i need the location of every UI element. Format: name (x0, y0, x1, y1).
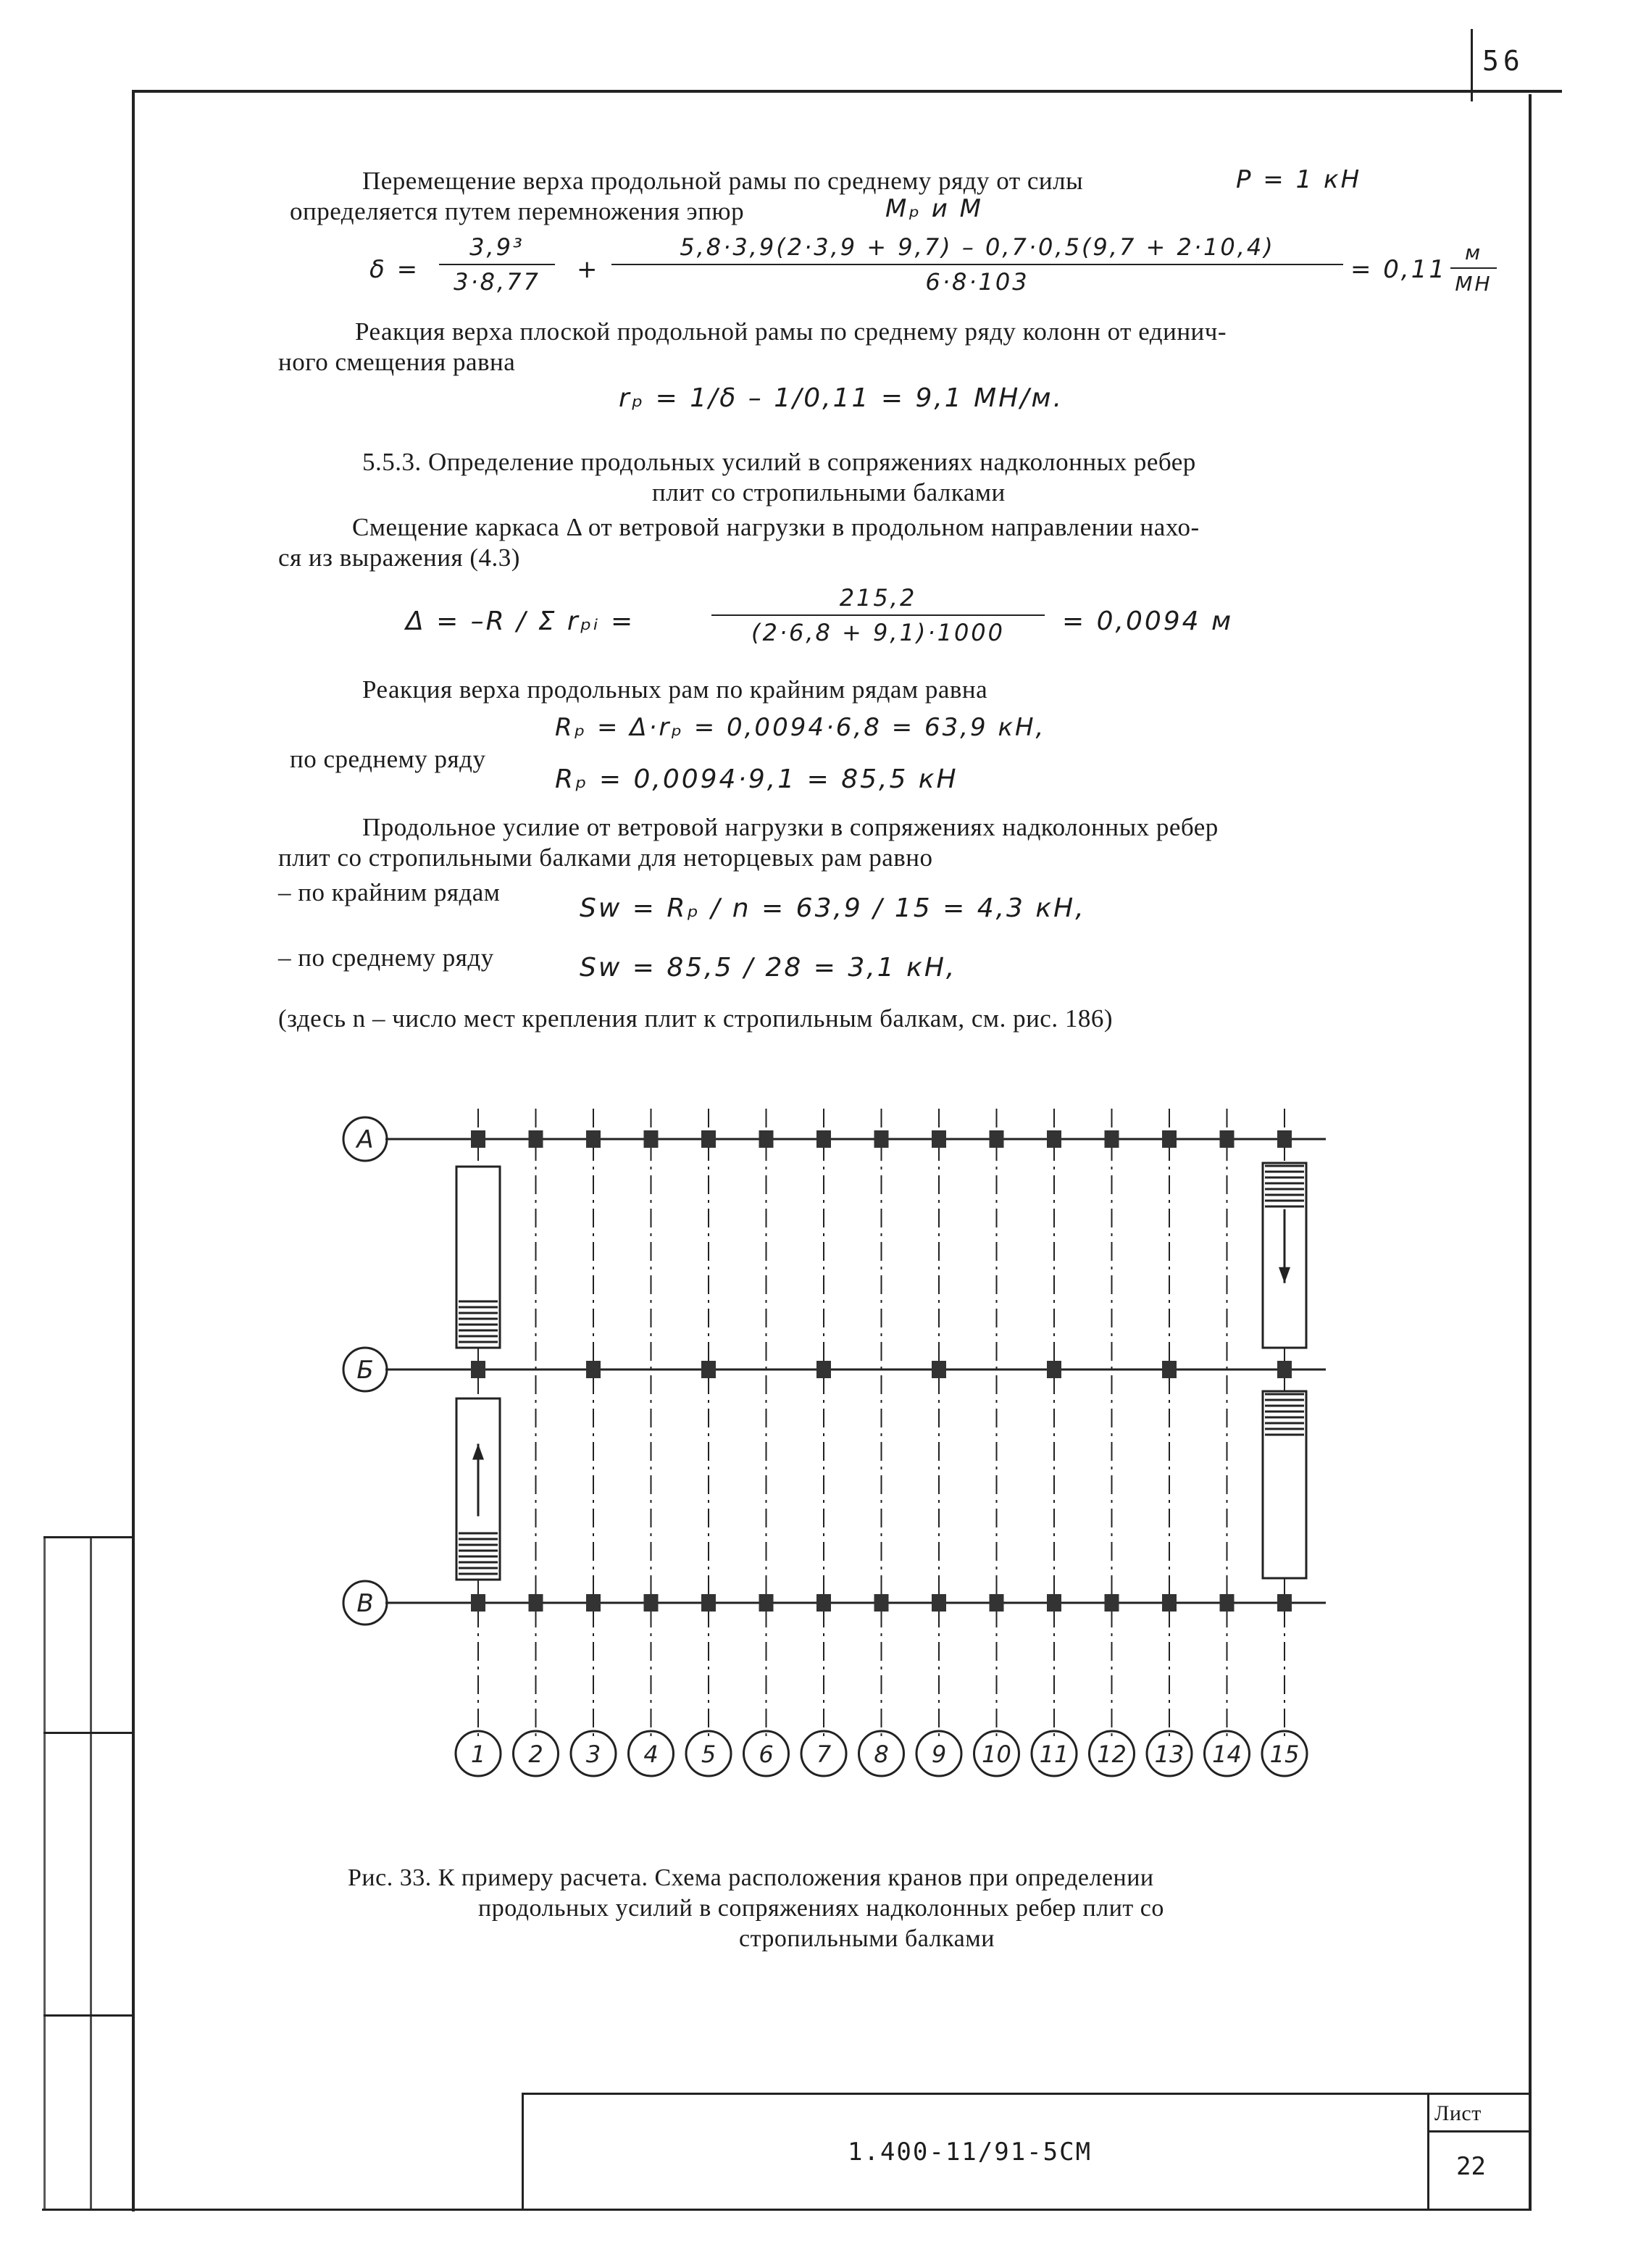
formula1-frac1-den: 3·8,77 (454, 268, 540, 296)
title-block-sheet-divider (1427, 2093, 1429, 2210)
margin-box-h1 (43, 1536, 133, 1538)
formula3-num: 215,2 (839, 584, 917, 612)
p5-line2: плит со стропильными балками для неторцевых рам равно (278, 843, 933, 872)
p1-force: P = 1 кН (1236, 165, 1362, 194)
formula4a: Rₚ = Δ·rₚ = 0,0094·6,8 = 63,9 кН, (555, 713, 1046, 742)
formula1-frac2-num: 5,8·3,9(2·3,9 + 9,7) – 0,7·0,5(9,7 + 2·10,4) (680, 233, 1275, 261)
column-mark (644, 1130, 659, 1148)
column-mark (471, 1361, 485, 1378)
formula1-frac2 (611, 233, 1343, 296)
column-mark (701, 1130, 716, 1148)
page-number: 56 (1482, 45, 1524, 77)
formula1-frac2-bar (611, 264, 1343, 265)
crane-body (456, 1167, 500, 1348)
formula1-result: = 0,11 (1350, 255, 1447, 284)
sheet-number: 22 (1456, 2152, 1486, 2181)
p3-line2: ся из выражения (4.3) (278, 543, 520, 572)
column-label: 13 (1154, 1740, 1185, 1768)
column-mark (1162, 1594, 1177, 1612)
column-label: 10 (982, 1740, 1011, 1768)
p4-line1: Реакция верха продольных рам по крайним рядам равна (362, 675, 988, 704)
row-label: А (356, 1125, 374, 1154)
column-mark (1047, 1361, 1061, 1378)
frame-right (1529, 94, 1532, 2210)
p1-epures: Mₚ и M (885, 194, 983, 223)
column-mark (1105, 1594, 1119, 1612)
section-heading-line1: 5.5.3. Определение продольных усилий в сопряжениях надколонных ребер (362, 448, 1196, 476)
margin-box-inner (90, 1536, 92, 2210)
p5-edge: – по крайним рядам (278, 878, 501, 906)
column-mark (1220, 1594, 1235, 1612)
formula1-frac2-den: 6·8·103 (925, 268, 1029, 296)
formula1-unit-bar (1450, 267, 1497, 269)
formula1-unit-num: м (1464, 241, 1483, 264)
column-mark (701, 1361, 716, 1378)
formula1-plus: + (577, 255, 600, 284)
column-label: 11 (1039, 1740, 1069, 1768)
column-mark (1162, 1130, 1177, 1148)
column-mark (1047, 1594, 1061, 1612)
formula3-frac (711, 584, 1045, 646)
column-label: 3 (585, 1740, 601, 1768)
row-label: Б (356, 1356, 374, 1385)
document-code: 1.400-11/91-5СМ (848, 2138, 1093, 2167)
row-label: В (356, 1589, 374, 1618)
p1-line1: Перемещение верха продольной рамы по среднему ряду от силы (362, 167, 1084, 195)
crane-body (1263, 1391, 1306, 1578)
p4-mid: по среднему ряду (290, 745, 486, 773)
column-mark (932, 1594, 946, 1612)
column-label: 14 (1212, 1740, 1242, 1768)
formula3-bar (711, 614, 1045, 616)
column-mark (932, 1130, 946, 1148)
title-block-left (522, 2093, 524, 2210)
column-label: 8 (874, 1740, 889, 1768)
column-mark (816, 1361, 831, 1378)
frame-left (132, 90, 135, 2211)
column-mark (529, 1130, 543, 1148)
column-mark (990, 1594, 1004, 1612)
figure-caption-line2: продольных усилий в сопряжениях надколонных ребер плит со (478, 1895, 1164, 1922)
formula3-result: = 0,0094 м (1062, 606, 1234, 636)
crane-layout-diagram (341, 1087, 1369, 1812)
frame-top (132, 90, 1562, 93)
column-label: 7 (816, 1740, 832, 1768)
title-block-sheet-h (1427, 2130, 1530, 2132)
column-mark (874, 1130, 889, 1148)
column-label: 2 (528, 1740, 543, 1768)
figure-caption-line3: стропильными балками (739, 1925, 995, 1952)
p2-line1: Реакция верха плоской продольной рамы по среднему ряду колонн от единич- (355, 317, 1227, 346)
column-mark (1105, 1130, 1119, 1148)
formula3-left: Δ = –R / Σ rₚᵢ = (406, 606, 635, 636)
column-label: 1 (470, 1740, 486, 1768)
column-mark (1277, 1594, 1292, 1612)
column-mark (1277, 1361, 1292, 1378)
formula1-unit-den: МН (1455, 272, 1492, 296)
p3-line1: Смещение каркаса Δ от ветровой нагрузки в продольном направлении нахо- (352, 513, 1200, 541)
column-mark (586, 1361, 601, 1378)
column-label: 6 (759, 1740, 774, 1768)
margin-box-h2 (43, 1732, 133, 1734)
column-mark (816, 1594, 831, 1612)
column-mark (816, 1130, 831, 1148)
column-mark (701, 1594, 716, 1612)
column-mark (759, 1130, 774, 1148)
column-mark (529, 1594, 543, 1612)
column-mark (1220, 1130, 1235, 1148)
margin-box-line (43, 1536, 46, 2210)
formula5b: Sw = 85,5 / 28 = 3,1 кН, (580, 953, 957, 983)
margin-box-h3 (43, 2014, 133, 2017)
section-heading-line2: плит со стропильными балками (652, 478, 1006, 506)
sheet-label: Лист (1434, 2101, 1482, 2125)
title-block-top (522, 2093, 1530, 2095)
formula1-frac1-num: 3,9³ (469, 233, 525, 261)
diagram-layer (343, 1109, 1326, 1776)
column-mark (586, 1130, 601, 1148)
p5-line1: Продольное усилие от ветровой нагрузки в сопряжениях надколонных ребер (362, 813, 1219, 841)
formula1-left: δ = (369, 255, 420, 284)
column-mark (471, 1130, 485, 1148)
column-mark (471, 1594, 485, 1612)
formula2: rₚ = 1/δ – 1/0,11 = 9,1 МН/м. (619, 383, 1064, 413)
p5-middle: – по среднему ряду (278, 943, 494, 972)
column-mark (932, 1361, 946, 1378)
column-label: 9 (931, 1740, 947, 1768)
column-label: 4 (643, 1740, 659, 1768)
p6: (здесь n – число мест крепления плит к стропильным балкам, см. рис. 186) (278, 1004, 1114, 1033)
p1-line2: определяется путем перемножения эпюр (290, 197, 745, 225)
formula3-den: (2·6,8 + 9,1)·1000 (751, 619, 1006, 646)
column-mark (759, 1594, 774, 1612)
column-mark (586, 1594, 601, 1612)
column-label: 5 (701, 1740, 717, 1768)
column-label: 15 (1269, 1740, 1300, 1768)
formula5a: Sw = Rₚ / n = 63,9 / 15 = 4,3 кН, (580, 893, 1086, 923)
figure-caption-line1: Рис. 33. К примеру расчета. Схема расположения кранов при определении (348, 1864, 1154, 1891)
column-mark (990, 1130, 1004, 1148)
column-mark (1277, 1130, 1292, 1148)
p2-line2: ного смещения равна (278, 348, 516, 376)
column-mark (1047, 1130, 1061, 1148)
formula1-frac1 (439, 233, 555, 296)
formula4b: Rₚ = 0,0094·9,1 = 85,5 кН (555, 764, 958, 794)
column-label: 12 (1097, 1740, 1127, 1768)
formula1-unit (1450, 241, 1497, 296)
frame-bottom (42, 2209, 1532, 2211)
formula1-frac1-bar (439, 264, 555, 265)
column-mark (644, 1594, 659, 1612)
column-mark (874, 1594, 889, 1612)
column-mark (1162, 1361, 1177, 1378)
